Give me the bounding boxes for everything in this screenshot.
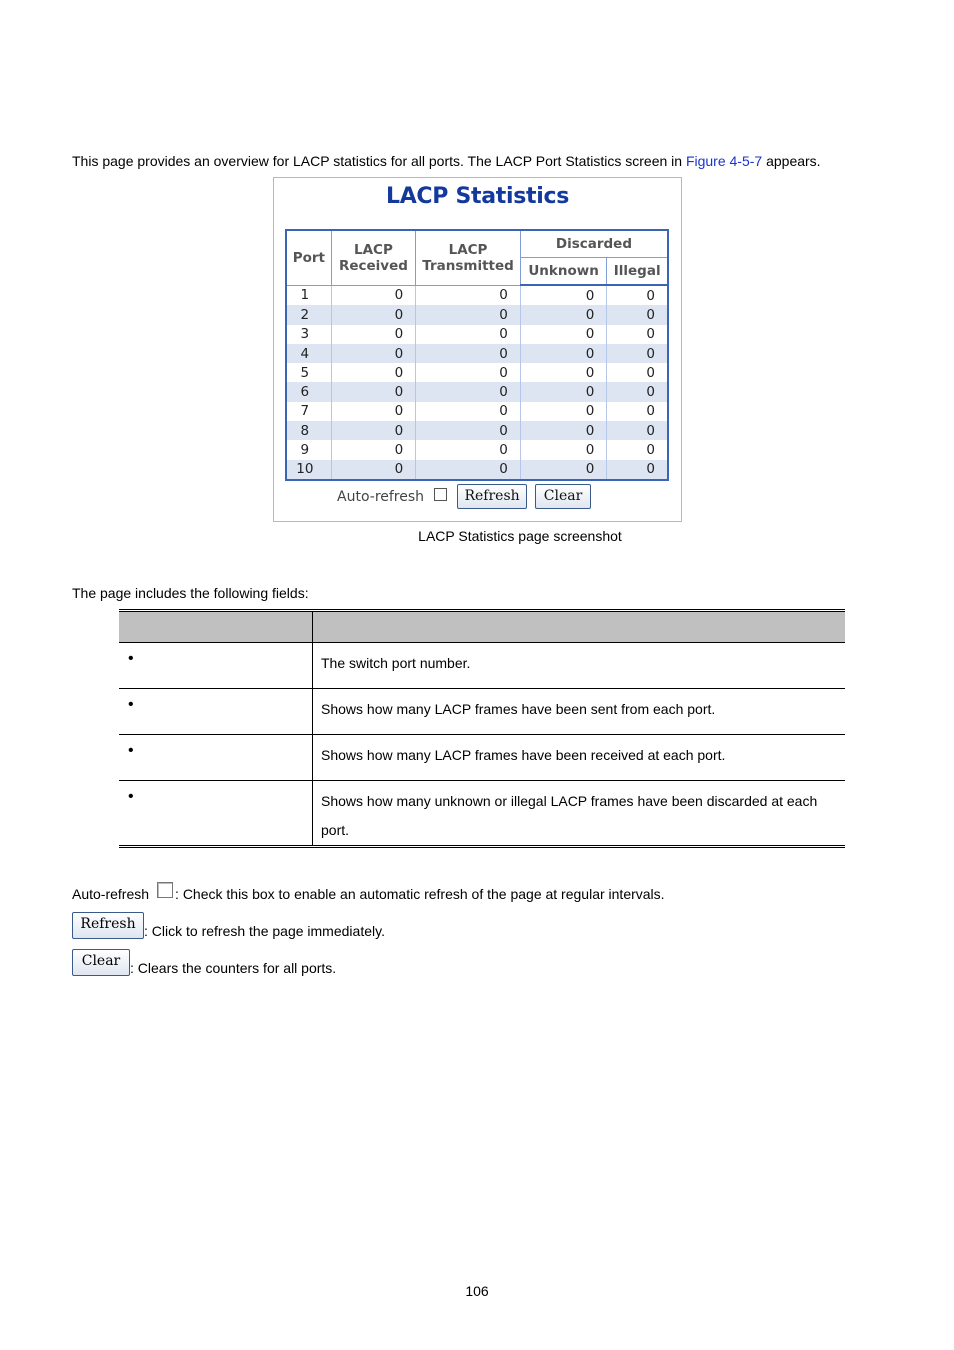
auto-refresh-description bbox=[72, 882, 665, 902]
stats-row bbox=[286, 402, 668, 421]
stats-cell-transmitted: 0 bbox=[416, 325, 521, 344]
col-illegal: Illegal bbox=[607, 258, 668, 286]
bullet: • bbox=[128, 696, 134, 713]
description-cell: Shows how many LACP frames have been sent from each port. bbox=[313, 689, 846, 735]
table-row bbox=[119, 781, 845, 847]
stats-cell-received: 0 bbox=[331, 440, 416, 459]
stats-cell-port: 8 bbox=[286, 421, 331, 440]
col-lacp-transmitted-line2: Transmitted bbox=[422, 257, 514, 274]
intro-text-after: appears. bbox=[762, 153, 821, 169]
description-cell: Shows how many unknown or illegal LACP frames have been discarded at each port. bbox=[313, 781, 846, 847]
object-cell bbox=[119, 643, 313, 689]
stats-cell-illegal: 0 bbox=[607, 305, 668, 324]
stats-cell-illegal: 0 bbox=[607, 325, 668, 344]
stats-cell-unknown: 0 bbox=[520, 460, 607, 480]
auto-refresh-checkbox[interactable] bbox=[434, 488, 447, 501]
stats-row bbox=[286, 460, 668, 480]
stats-row bbox=[286, 305, 668, 324]
stats-cell-received: 0 bbox=[331, 305, 416, 324]
refresh-controls bbox=[337, 484, 591, 509]
table-row bbox=[119, 735, 845, 781]
refresh-explanation: : Click to refresh the page immediately. bbox=[144, 923, 385, 939]
auto-refresh-term: Auto-refresh bbox=[72, 886, 150, 902]
object-cell bbox=[119, 781, 313, 847]
fields-table bbox=[119, 609, 845, 848]
stats-cell-received: 0 bbox=[331, 421, 416, 440]
stats-cell-unknown: 0 bbox=[520, 440, 607, 459]
col-lacp-transmitted bbox=[416, 230, 521, 285]
stats-cell-port: 6 bbox=[286, 382, 331, 401]
object-cell bbox=[119, 689, 313, 735]
stats-cell-port: 9 bbox=[300, 442, 310, 459]
stats-row bbox=[286, 363, 668, 382]
stats-row bbox=[286, 421, 668, 440]
stats-cell-received: 0 bbox=[331, 285, 416, 305]
stats-cell-port: 4 bbox=[286, 344, 331, 363]
stats-cell-unknown: 0 bbox=[520, 402, 607, 421]
stats-cell-transmitted: 0 bbox=[416, 344, 521, 363]
clear-button-image: Clear bbox=[72, 949, 130, 976]
object-cell bbox=[119, 735, 313, 781]
stats-cell-port: 1 bbox=[300, 287, 310, 304]
col-lacp-transmitted-line1: LACP bbox=[448, 241, 488, 258]
screenshot-title: LACP Statistics bbox=[385, 184, 570, 209]
bullet: • bbox=[128, 742, 134, 759]
clear-explanation: : Clears the counters for all ports. bbox=[130, 960, 337, 976]
table-row bbox=[119, 643, 845, 689]
stats-cell-unknown: 0 bbox=[520, 421, 607, 440]
stats-cell-transmitted: 0 bbox=[416, 285, 521, 305]
intro-text-before: This page provides an overview for LACP statistics for all ports. The LACP Port Statistics screen in bbox=[72, 153, 686, 169]
lacp-statistics-table bbox=[285, 229, 669, 481]
auto-refresh-label: Auto-refresh bbox=[337, 488, 425, 505]
stats-cell-illegal: 0 bbox=[607, 285, 668, 305]
stats-cell-illegal: 0 bbox=[607, 460, 668, 480]
lacp-statistics-screenshot bbox=[273, 177, 682, 522]
clear-button[interactable]: Clear bbox=[535, 484, 591, 509]
stats-cell-illegal: 0 bbox=[607, 421, 668, 440]
stats-cell-received: 0 bbox=[331, 460, 416, 480]
stats-cell-port: 10 bbox=[286, 460, 331, 480]
stats-cell-illegal: 0 bbox=[607, 363, 668, 382]
table-row bbox=[119, 689, 845, 735]
col-discarded: Discarded bbox=[520, 230, 668, 258]
bullet: • bbox=[128, 788, 134, 805]
header-object bbox=[119, 611, 313, 643]
stats-cell-transmitted: 0 bbox=[416, 460, 521, 480]
stats-cell-unknown: 0 bbox=[520, 305, 607, 324]
stats-cell-unknown: 0 bbox=[520, 382, 607, 401]
col-port: Port bbox=[286, 230, 331, 285]
intro-paragraph bbox=[72, 153, 821, 169]
stats-cell-received: 0 bbox=[331, 363, 416, 382]
col-unknown: Unknown bbox=[520, 258, 607, 286]
page-number: 106 bbox=[465, 1283, 489, 1299]
description-cell: Shows how many LACP frames have been received at each port. bbox=[313, 735, 846, 781]
stats-cell-transmitted: 0 bbox=[416, 440, 521, 459]
refresh-button[interactable]: Refresh bbox=[457, 484, 527, 509]
refresh-description bbox=[72, 912, 385, 939]
stats-cell-received: 0 bbox=[331, 325, 416, 344]
stats-cell-unknown: 0 bbox=[520, 325, 607, 344]
stats-cell-port: 2 bbox=[286, 305, 331, 324]
stats-cell-received: 0 bbox=[331, 344, 416, 363]
stats-cell-illegal: 0 bbox=[607, 402, 668, 421]
figure-caption: LACP Statistics page screenshot bbox=[418, 528, 622, 544]
bullet: • bbox=[128, 650, 134, 667]
stats-cell-transmitted: 0 bbox=[416, 421, 521, 440]
refresh-button-image: Refresh bbox=[72, 912, 144, 939]
auto-refresh-checkbox-image bbox=[157, 882, 173, 898]
stats-row bbox=[286, 325, 668, 344]
header-description bbox=[313, 611, 846, 643]
stats-cell-received: 0 bbox=[331, 382, 416, 401]
stats-cell-unknown: 0 bbox=[520, 285, 607, 305]
stats-cell-received: 0 bbox=[331, 402, 416, 421]
col-lacp-received-line2: Received bbox=[338, 257, 408, 274]
fields-table-header bbox=[119, 611, 845, 643]
stats-row bbox=[286, 344, 668, 363]
stats-row bbox=[286, 382, 668, 401]
description-cell: The switch port number. bbox=[313, 643, 846, 689]
stats-cell-unknown: 0 bbox=[520, 363, 607, 382]
stats-cell-transmitted: 0 bbox=[416, 382, 521, 401]
stats-cell-illegal: 0 bbox=[607, 440, 668, 459]
stats-cell-transmitted: 0 bbox=[416, 402, 521, 421]
stats-row bbox=[286, 440, 668, 459]
stats-cell-transmitted: 0 bbox=[416, 363, 521, 382]
stats-cell-port: 3 bbox=[300, 326, 310, 343]
fields-intro: The page includes the following fields: bbox=[72, 585, 309, 601]
stats-row bbox=[286, 285, 668, 305]
stats-cell-port: 5 bbox=[300, 364, 310, 381]
stats-cell-illegal: 0 bbox=[607, 344, 668, 363]
stats-cell-unknown: 0 bbox=[520, 344, 607, 363]
figure-link[interactable]: Figure 4-5-7 bbox=[685, 153, 763, 169]
stats-cell-transmitted: 0 bbox=[416, 305, 521, 324]
col-lacp-received-line1: LACP bbox=[354, 241, 393, 258]
stats-cell-port: 7 bbox=[300, 403, 310, 420]
auto-refresh-explanation: : Check this box to enable an automatic refresh of the page at regular intervals. bbox=[175, 886, 665, 902]
stats-cell-illegal: 0 bbox=[607, 382, 668, 401]
col-lacp-received bbox=[331, 230, 416, 285]
clear-description bbox=[72, 949, 336, 976]
